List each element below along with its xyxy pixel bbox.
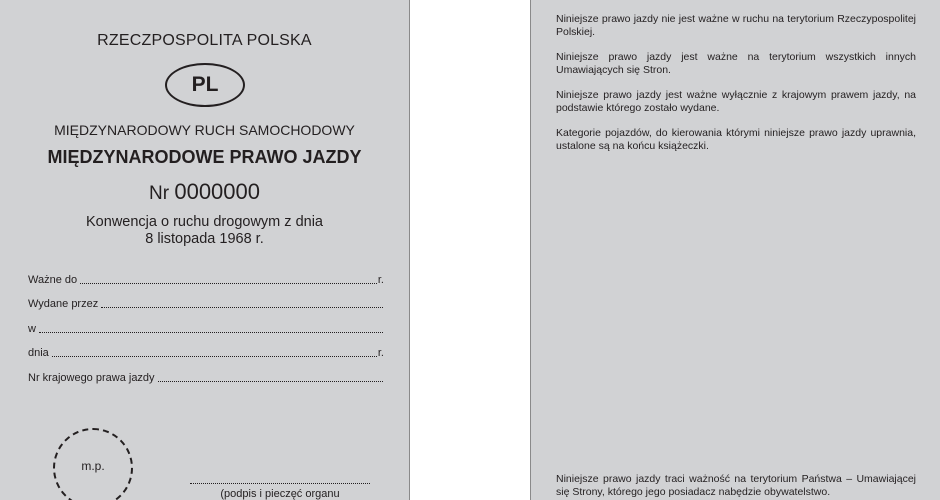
paragraph-vehicle-categories: Kategorie pojazdów, do kierowania którymi niniejsze prawo jazdy uprawnia, ustalone są na końcu książeczki. xyxy=(556,127,916,152)
country-name: RZECZPOSPOLITA POLSKA xyxy=(97,32,312,49)
document-title: MIĘDZYNARODOWE PRAWO JAZDY xyxy=(47,147,362,167)
dotted-line xyxy=(52,347,377,357)
traffic-heading: MIĘDZYNARODOWY RUCH SAMOCHODOWY xyxy=(54,122,355,138)
field-label: Wydane przez xyxy=(28,298,99,310)
paragraph-not-valid-in-poland: Niniejsze prawo jazdy nie jest ważne w ruchu na terytorium Rzeczypospolitej Polskiej. xyxy=(556,13,916,38)
field-label: Ważne do xyxy=(28,274,78,286)
field-suffix: r. xyxy=(377,347,384,359)
left-page xyxy=(0,0,410,500)
field-label: Nr krajowego prawa jazdy xyxy=(28,372,155,384)
dotted-line xyxy=(101,298,383,308)
convention-line-2: 8 listopada 1968 r. xyxy=(145,231,264,247)
field-date xyxy=(28,347,384,359)
paragraph-valid-other-parties: Niniejsze prawo jazdy jest ważne na terytorium wszystkich innych Umawiających się Stron. xyxy=(556,51,916,76)
field-national-license-number xyxy=(28,372,384,384)
document-number xyxy=(0,179,409,205)
stamp-label: m.p. xyxy=(81,459,105,473)
country-code-oval xyxy=(165,63,245,107)
field-label: w xyxy=(28,323,36,335)
country-code: PL xyxy=(191,73,219,96)
number-prefix: Nr xyxy=(149,183,170,204)
field-label: dnia xyxy=(28,347,49,359)
dotted-line xyxy=(158,372,383,382)
right-page xyxy=(530,0,940,500)
convention-line-1: Konwencja o ruchu drogowym z dnia xyxy=(86,214,323,230)
dotted-line xyxy=(39,323,383,333)
paragraph-valid-with-national: Niniejsze prawo jazdy jest ważne wyłącznie z krajowym prawem jazdy, na podstawie którego zostało wydane. xyxy=(556,89,916,114)
dotted-line xyxy=(80,274,377,284)
number-value: 0000000 xyxy=(174,179,260,204)
field-suffix: r. xyxy=(377,274,384,286)
signature-line xyxy=(190,483,370,484)
field-issued-by xyxy=(28,298,384,310)
paragraph-loss-of-validity: Niniejsze prawo jazdy traci ważność na terytorium Państwa – Umawiającej się Strony, którego jego posiadacz nabędzie obywatelstwo. xyxy=(556,473,916,498)
field-place xyxy=(28,323,384,335)
convention-text xyxy=(0,214,409,248)
signature-caption: (podpis i pieczęć organu xyxy=(220,488,340,500)
field-valid-until xyxy=(28,274,384,286)
